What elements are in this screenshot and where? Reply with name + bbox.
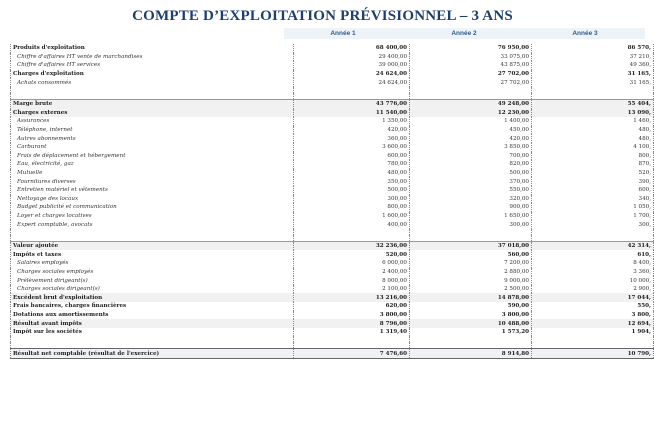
row-label: Entretien matériel et vêtements [11, 186, 286, 195]
value-year-1: 68 400,00 [294, 44, 410, 53]
table-row [11, 268, 654, 277]
row-label: Charges sociales dirigeant(s) [11, 285, 286, 294]
table-row [11, 203, 654, 212]
row-label: Mutuelle [11, 169, 286, 178]
value-year-2: 1 400,00 [416, 117, 532, 126]
table-row [11, 143, 654, 152]
value-year-1: 800,00 [294, 203, 410, 212]
value-year-1: 480,00 [294, 169, 410, 178]
value-year-2: 700,00 [416, 152, 532, 161]
value-year-1: 24 624,00 [294, 78, 410, 87]
value-year-1: 1 350,00 [294, 117, 410, 126]
value-year-2: 900,00 [416, 203, 532, 212]
table-row [11, 311, 654, 320]
table-row [11, 250, 654, 259]
row-label: Charges sociales employés [11, 268, 286, 277]
column-spacer [285, 195, 294, 204]
value-year-3: 870, [538, 160, 654, 169]
column-spacer [285, 241, 294, 250]
table-row [11, 44, 654, 53]
value-year-2: 300,00 [416, 220, 532, 229]
column-spacer [285, 177, 294, 186]
row-label: Charges externes [11, 109, 286, 118]
column-spacer [285, 268, 294, 277]
income-statement-table [10, 44, 654, 359]
table-row [11, 293, 654, 302]
row-label: Dotations aux amortissements [11, 311, 286, 320]
column-spacer [285, 152, 294, 161]
value-year-3: 12 694, [538, 319, 654, 328]
column-header-year-2: Année 2 [451, 30, 477, 37]
column-spacer [285, 134, 294, 143]
value-year-3: 610, [538, 250, 654, 259]
value-year-1: 2 400,00 [294, 268, 410, 277]
value-year-3: 1 460, [538, 117, 654, 126]
column-spacer [285, 70, 294, 79]
value-year-3: 10 790, [538, 349, 654, 359]
value-year-3: 49 360, [538, 61, 654, 70]
value-year-2: 1 573,20 [416, 328, 532, 337]
row-label: Impôt sur les sociétés [11, 328, 286, 337]
column-spacer [285, 53, 294, 62]
row-label: Résultat net comptable (résultat de l'exercice) [11, 349, 286, 359]
value-year-3: 37 210, [538, 53, 654, 62]
row-label: Achats consommés [11, 78, 286, 87]
table-row [11, 70, 654, 79]
value-year-3: 3 800, [538, 311, 654, 320]
value-year-1: 420,00 [294, 126, 410, 135]
value-year-1: 600,00 [294, 152, 410, 161]
value-year-1: 7 476,60 [294, 349, 410, 359]
column-spacer [285, 220, 294, 229]
column-spacer [285, 311, 294, 320]
table-row [11, 152, 654, 161]
row-label: Carburant [11, 143, 286, 152]
value-year-3: 340, [538, 195, 654, 204]
value-year-3: 42 314, [538, 241, 654, 250]
value-year-1: 8 000,00 [294, 276, 410, 285]
column-spacer [285, 276, 294, 285]
row-label: Expert comptable, avocats [11, 220, 286, 229]
column-spacer [285, 319, 294, 328]
column-spacer [285, 203, 294, 212]
value-year-2: 320,00 [416, 195, 532, 204]
column-spacer [285, 99, 294, 108]
row-label: Frais bancaires, charges financières [11, 302, 286, 311]
value-year-1: 350,00 [294, 177, 410, 186]
value-year-1: 620,00 [294, 302, 410, 311]
column-spacer [285, 143, 294, 152]
value-year-2: 500,00 [416, 169, 532, 178]
value-year-3: 13 090, [538, 109, 654, 118]
value-year-3: 55 404, [538, 99, 654, 108]
value-year-1: 39 000,00 [294, 61, 410, 70]
value-year-2: 43 875,00 [416, 61, 532, 70]
table-row [11, 302, 654, 311]
value-year-3: 17 044, [538, 293, 654, 302]
value-year-2: 9 000,00 [416, 276, 532, 285]
column-spacer [285, 44, 294, 53]
row-label: Frais de déplacement et hébergement [11, 152, 286, 161]
value-year-1: 3 800,00 [294, 311, 410, 320]
value-year-1: 43 776,00 [294, 99, 410, 108]
value-year-2: 8 914,80 [416, 349, 532, 359]
column-spacer [285, 349, 294, 359]
column-spacer [285, 117, 294, 126]
value-year-3: 520, [538, 169, 654, 178]
row-label: Marge brute [11, 99, 286, 108]
row-label: Nettoyage des locaux [11, 195, 286, 204]
row-label: Excédent brut d'exploitation [11, 293, 286, 302]
column-header-year-1: Année 1 [330, 30, 356, 37]
table-row [11, 99, 654, 108]
row-label: Eau, électricité, gaz [11, 160, 286, 169]
value-year-3: 8 400, [538, 259, 654, 268]
value-year-2: 3 800,00 [416, 311, 532, 320]
value-year-1: 1 600,00 [294, 212, 410, 221]
value-year-3: 480, [538, 126, 654, 135]
column-spacer [285, 212, 294, 221]
table-row [11, 78, 654, 87]
value-year-3: 390, [538, 177, 654, 186]
value-year-3: 300, [538, 220, 654, 229]
value-year-1: 32 236,00 [294, 241, 410, 250]
row-label: Assurances [11, 117, 286, 126]
value-year-3: 1 904, [538, 328, 654, 337]
value-year-1: 1 319,40 [294, 328, 410, 337]
value-year-2: 550,00 [416, 186, 532, 195]
table-row [11, 241, 654, 250]
value-year-3: 2 900, [538, 285, 654, 294]
value-year-1: 500,00 [294, 186, 410, 195]
value-year-2: 49 248,00 [416, 99, 532, 108]
column-spacer [285, 259, 294, 268]
value-year-1: 400,00 [294, 220, 410, 229]
table-row [11, 53, 654, 62]
value-year-2: 33 075,00 [416, 53, 532, 62]
row-label: Autres abonnements [11, 134, 286, 143]
value-year-1: 360,00 [294, 134, 410, 143]
page-title: COMPTE D’EXPLOITATION PRÉVISIONNEL – 3 ANS [132, 8, 513, 24]
table-body [11, 44, 654, 359]
value-year-2: 12 230,00 [416, 109, 532, 118]
value-year-3: 31 165, [538, 70, 654, 79]
column-spacer [285, 160, 294, 169]
row-label: Fournitures diverses [11, 177, 286, 186]
value-year-1: 520,00 [294, 250, 410, 259]
row-label: Charges d'exploitation [11, 70, 286, 79]
row-label: Budget publicité et communication [11, 203, 286, 212]
table-row [11, 126, 654, 135]
row-label: Impôts et taxes [11, 250, 286, 259]
value-year-3: 1 050, [538, 203, 654, 212]
column-spacer [285, 109, 294, 118]
value-year-2: 10 488,00 [416, 319, 532, 328]
value-year-1: 29 400,00 [294, 53, 410, 62]
column-spacer [285, 186, 294, 195]
row-label: Chiffre d'affaires HT vente de marchandises [11, 53, 286, 62]
value-year-2: 420,00 [416, 134, 532, 143]
value-year-2: 2 500,00 [416, 285, 532, 294]
value-year-2: 820,00 [416, 160, 532, 169]
value-year-3: 3 360, [538, 268, 654, 277]
value-year-3: 600, [538, 186, 654, 195]
column-spacer [285, 250, 294, 259]
value-year-2: 560,00 [416, 250, 532, 259]
row-label: Prélèvement dirigeant(s) [11, 276, 286, 285]
value-year-3: 4 100, [538, 143, 654, 152]
table-row [11, 285, 654, 294]
column-spacer [285, 328, 294, 337]
table-row [11, 328, 654, 337]
value-year-2: 1 650,00 [416, 212, 532, 221]
value-year-1: 8 796,00 [294, 319, 410, 328]
value-year-2: 370,00 [416, 177, 532, 186]
value-year-2: 590,00 [416, 302, 532, 311]
column-spacer [285, 169, 294, 178]
table-row [11, 160, 654, 169]
row-label: Produits d'exploitation [11, 44, 286, 53]
value-year-1: 780,00 [294, 160, 410, 169]
value-year-2: 27 702,00 [416, 70, 532, 79]
table-row [11, 134, 654, 143]
row-label: Valeur ajoutée [11, 241, 286, 250]
table-row [11, 349, 654, 359]
row-label: Salaires employés [11, 259, 286, 268]
value-year-3: 1 700, [538, 212, 654, 221]
row-label: Loyer et charges locatives [11, 212, 286, 221]
value-year-2: 37 018,00 [416, 241, 532, 250]
value-year-1: 13 216,00 [294, 293, 410, 302]
value-year-2: 14 878,00 [416, 293, 532, 302]
value-year-3: 10 000, [538, 276, 654, 285]
table-row [11, 195, 654, 204]
value-year-1: 24 624,00 [294, 70, 410, 79]
value-year-2: 27 702,00 [416, 78, 532, 87]
table-row [11, 117, 654, 126]
value-year-1: 11 540,00 [294, 109, 410, 118]
column-spacer [285, 293, 294, 302]
value-year-1: 300,00 [294, 195, 410, 204]
table-row [11, 61, 654, 70]
value-year-3: 550, [538, 302, 654, 311]
table-row [11, 109, 654, 118]
value-year-2: 7 200,00 [416, 259, 532, 268]
value-year-1: 3 600,00 [294, 143, 410, 152]
table-row [11, 220, 654, 229]
value-year-2: 2 880,00 [416, 268, 532, 277]
column-spacer [285, 285, 294, 294]
column-spacer [285, 78, 294, 87]
value-year-1: 2 100,00 [294, 285, 410, 294]
table-row [11, 259, 654, 268]
value-year-3: 31 165, [538, 78, 654, 87]
table-row [11, 319, 654, 328]
table-row [11, 186, 654, 195]
value-year-2: 450,00 [416, 126, 532, 135]
table-row [11, 169, 654, 178]
row-label: Téléphone, internet [11, 126, 286, 135]
value-year-1: 6 000,00 [294, 259, 410, 268]
value-year-2: 76 950,00 [416, 44, 532, 53]
column-spacer [285, 302, 294, 311]
column-header-year-3: Année 3 [572, 30, 598, 37]
table-row [11, 212, 654, 221]
value-year-3: 800, [538, 152, 654, 161]
value-year-3: 480, [538, 134, 654, 143]
row-label: Résultat avant impôts [11, 319, 286, 328]
table-row [11, 276, 654, 285]
column-spacer [285, 61, 294, 70]
row-label: Chiffre d'affaires HT services [11, 61, 286, 70]
column-spacer [285, 126, 294, 135]
value-year-3: 86 570, [538, 44, 654, 53]
value-year-2: 3 850,00 [416, 143, 532, 152]
table-row [11, 177, 654, 186]
